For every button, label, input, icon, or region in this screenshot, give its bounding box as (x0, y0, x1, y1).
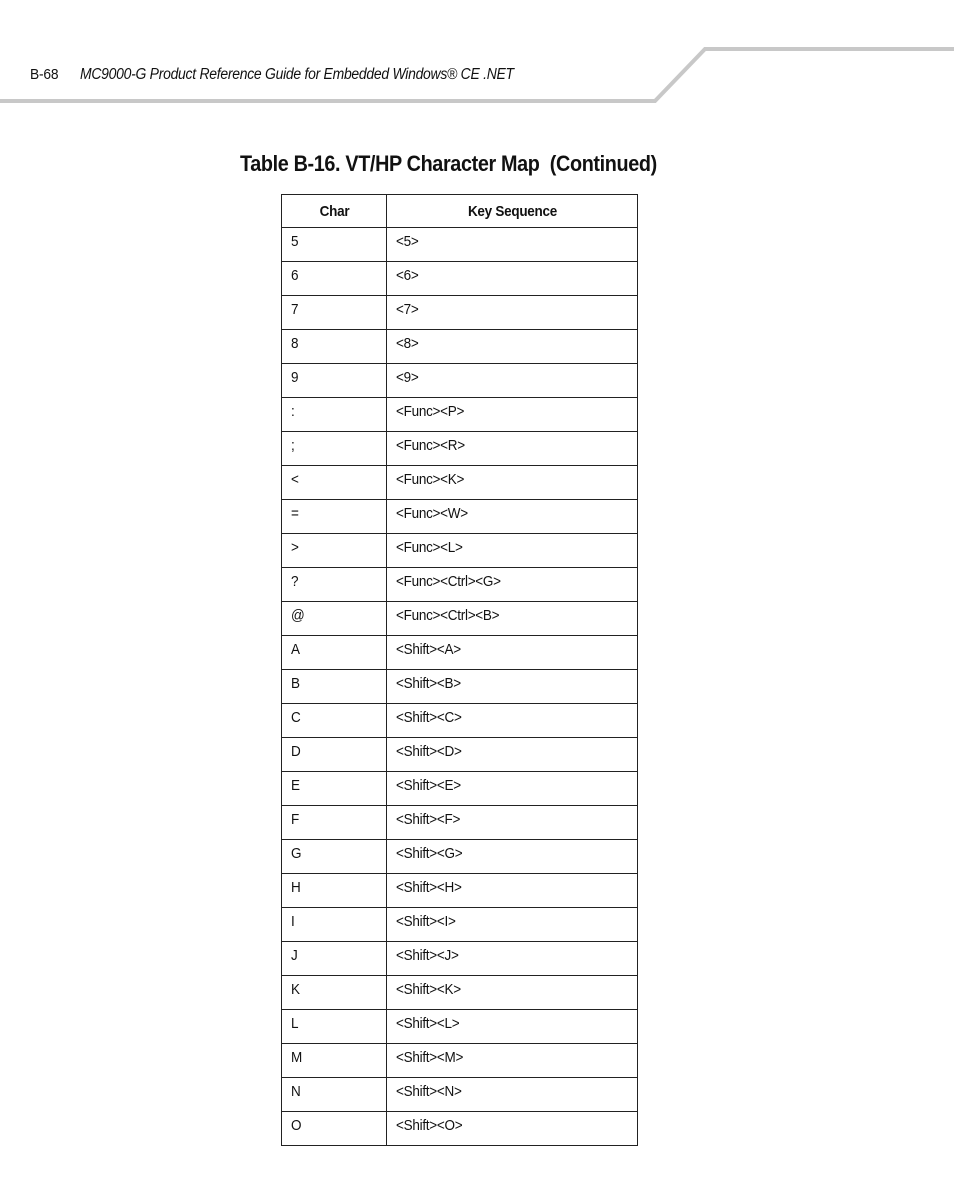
cell-key-sequence (387, 1010, 638, 1044)
cell-key-sequence-text: <6> (396, 267, 419, 285)
cell-char (282, 976, 387, 1010)
table-row (282, 806, 638, 840)
table-header-row (282, 195, 638, 228)
cell-key-sequence (387, 908, 638, 942)
cell-char (282, 704, 387, 738)
cell-key-sequence-text: <Func><R> (396, 437, 465, 455)
character-map-table (281, 194, 638, 1146)
cell-key-sequence-text: <Func><W> (396, 505, 468, 523)
cell-char-text: : (291, 403, 295, 421)
cell-key-sequence (387, 738, 638, 772)
cell-char-text: M (291, 1049, 302, 1067)
cell-char-text: 5 (291, 233, 299, 251)
cell-key-sequence (387, 228, 638, 262)
table-row (282, 534, 638, 568)
cell-key-sequence-text: <Shift><F> (396, 811, 461, 829)
cell-key-sequence-text: <Func><L> (396, 539, 463, 557)
cell-char-text: D (291, 743, 301, 761)
cell-key-sequence (387, 398, 638, 432)
cell-key-sequence-text: <Shift><O> (396, 1117, 463, 1135)
cell-char-text: 9 (291, 369, 299, 387)
page-number: B-68 (30, 66, 59, 83)
cell-char (282, 942, 387, 976)
table-row (282, 228, 638, 262)
table-row (282, 398, 638, 432)
cell-char (282, 432, 387, 466)
cell-key-sequence-text: <Shift><H> (396, 879, 462, 897)
table-row (282, 976, 638, 1010)
cell-char (282, 874, 387, 908)
cell-char (282, 1010, 387, 1044)
table-row (282, 466, 638, 500)
cell-key-sequence (387, 1078, 638, 1112)
cell-key-sequence-text: <5> (396, 233, 419, 251)
cell-key-sequence (387, 772, 638, 806)
cell-key-sequence-text: <Shift><A> (396, 641, 461, 659)
cell-key-sequence-text: <Shift><B> (396, 675, 461, 693)
cell-key-sequence (387, 636, 638, 670)
cell-char-text: F (291, 811, 299, 829)
cell-key-sequence-text: <Shift><I> (396, 913, 456, 931)
cell-char-text: N (291, 1083, 301, 1101)
cell-char-text: G (291, 845, 302, 863)
table-row (282, 262, 638, 296)
cell-key-sequence (387, 296, 638, 330)
cell-char (282, 840, 387, 874)
cell-char-text: I (291, 913, 295, 931)
cell-char (282, 670, 387, 704)
cell-char (282, 738, 387, 772)
cell-char (282, 398, 387, 432)
cell-char-text: ; (291, 437, 295, 455)
cell-char (282, 466, 387, 500)
table-row (282, 330, 638, 364)
cell-char (282, 1044, 387, 1078)
cell-key-sequence (387, 670, 638, 704)
table-row (282, 840, 638, 874)
cell-char (282, 228, 387, 262)
cell-key-sequence-text: <Shift><K> (396, 981, 461, 999)
cell-char (282, 534, 387, 568)
cell-char-text: A (291, 641, 300, 659)
cell-key-sequence (387, 1112, 638, 1146)
table-row (282, 908, 638, 942)
cell-char (282, 296, 387, 330)
cell-key-sequence-text: <Shift><L> (396, 1015, 460, 1033)
cell-key-sequence (387, 1044, 638, 1078)
cell-char (282, 602, 387, 636)
cell-key-sequence (387, 534, 638, 568)
cell-key-sequence-text: <7> (396, 301, 419, 319)
table-row (282, 1112, 638, 1146)
cell-key-sequence-text: <Shift><N> (396, 1083, 462, 1101)
table-row (282, 942, 638, 976)
table-row (282, 602, 638, 636)
table-row (282, 296, 638, 330)
cell-key-sequence-text: <Shift><M> (396, 1049, 464, 1067)
cell-key-sequence-text: <Func><Ctrl><G> (396, 573, 501, 591)
cell-char (282, 772, 387, 806)
cell-char-text: = (291, 505, 299, 523)
cell-key-sequence-text: <Shift><G> (396, 845, 463, 863)
table-row (282, 500, 638, 534)
document-title: MC9000-G Product Reference Guide for Embedded Windows® CE .NET (80, 66, 514, 83)
cell-key-sequence-text: <Shift><E> (396, 777, 461, 795)
cell-char (282, 500, 387, 534)
cell-key-sequence (387, 330, 638, 364)
column-header-key-sequence: Key Sequence (387, 195, 638, 228)
table-row (282, 1078, 638, 1112)
cell-key-sequence-text: <9> (396, 369, 419, 387)
cell-key-sequence-text: <Func><P> (396, 403, 465, 421)
cell-key-sequence (387, 806, 638, 840)
cell-char (282, 568, 387, 602)
cell-char-text: B (291, 675, 300, 693)
cell-char-text: 7 (291, 301, 299, 319)
cell-char (282, 330, 387, 364)
cell-key-sequence (387, 466, 638, 500)
table-row (282, 432, 638, 466)
cell-key-sequence (387, 568, 638, 602)
cell-char (282, 908, 387, 942)
cell-key-sequence (387, 942, 638, 976)
table-row (282, 568, 638, 602)
table-row (282, 364, 638, 398)
cell-key-sequence-text: <8> (396, 335, 419, 353)
table-body (282, 228, 638, 1146)
cell-char-text: O (291, 1117, 302, 1135)
cell-char (282, 1078, 387, 1112)
cell-char (282, 1112, 387, 1146)
cell-char-text: E (291, 777, 300, 795)
cell-char (282, 806, 387, 840)
cell-char-text: L (291, 1015, 299, 1033)
table-row (282, 738, 638, 772)
header-rule-decoration (0, 0, 954, 110)
cell-char-text: 6 (291, 267, 299, 285)
cell-char (282, 364, 387, 398)
cell-key-sequence (387, 704, 638, 738)
table-title: Table B-16. VT/HP Character Map (Continued) (240, 151, 657, 176)
table-row (282, 874, 638, 908)
cell-key-sequence (387, 500, 638, 534)
cell-key-sequence-text: <Func><K> (396, 471, 465, 489)
table-row (282, 670, 638, 704)
cell-key-sequence (387, 602, 638, 636)
cell-char (282, 636, 387, 670)
cell-key-sequence (387, 364, 638, 398)
cell-char-text: K (291, 981, 300, 999)
cell-key-sequence (387, 840, 638, 874)
cell-char-text: C (291, 709, 301, 727)
table-row (282, 636, 638, 670)
cell-char-text: ? (291, 573, 299, 591)
column-header-char: Char (282, 195, 387, 228)
cell-char-text: > (291, 539, 299, 557)
cell-key-sequence (387, 262, 638, 296)
table-row (282, 1010, 638, 1044)
cell-char-text: J (291, 947, 298, 965)
cell-key-sequence-text: <Shift><J> (396, 947, 459, 965)
cell-key-sequence (387, 874, 638, 908)
cell-char-text: 8 (291, 335, 299, 353)
cell-key-sequence (387, 432, 638, 466)
cell-key-sequence-text: <Shift><D> (396, 743, 462, 761)
cell-char-text: < (291, 471, 299, 489)
cell-key-sequence-text: <Shift><C> (396, 709, 462, 727)
cell-char-text: H (291, 879, 301, 897)
table-row (282, 704, 638, 738)
cell-key-sequence (387, 976, 638, 1010)
cell-char (282, 262, 387, 296)
table-row (282, 772, 638, 806)
cell-key-sequence-text: <Func><Ctrl><B> (396, 607, 500, 625)
table-row (282, 1044, 638, 1078)
cell-char-text: @ (291, 607, 305, 625)
